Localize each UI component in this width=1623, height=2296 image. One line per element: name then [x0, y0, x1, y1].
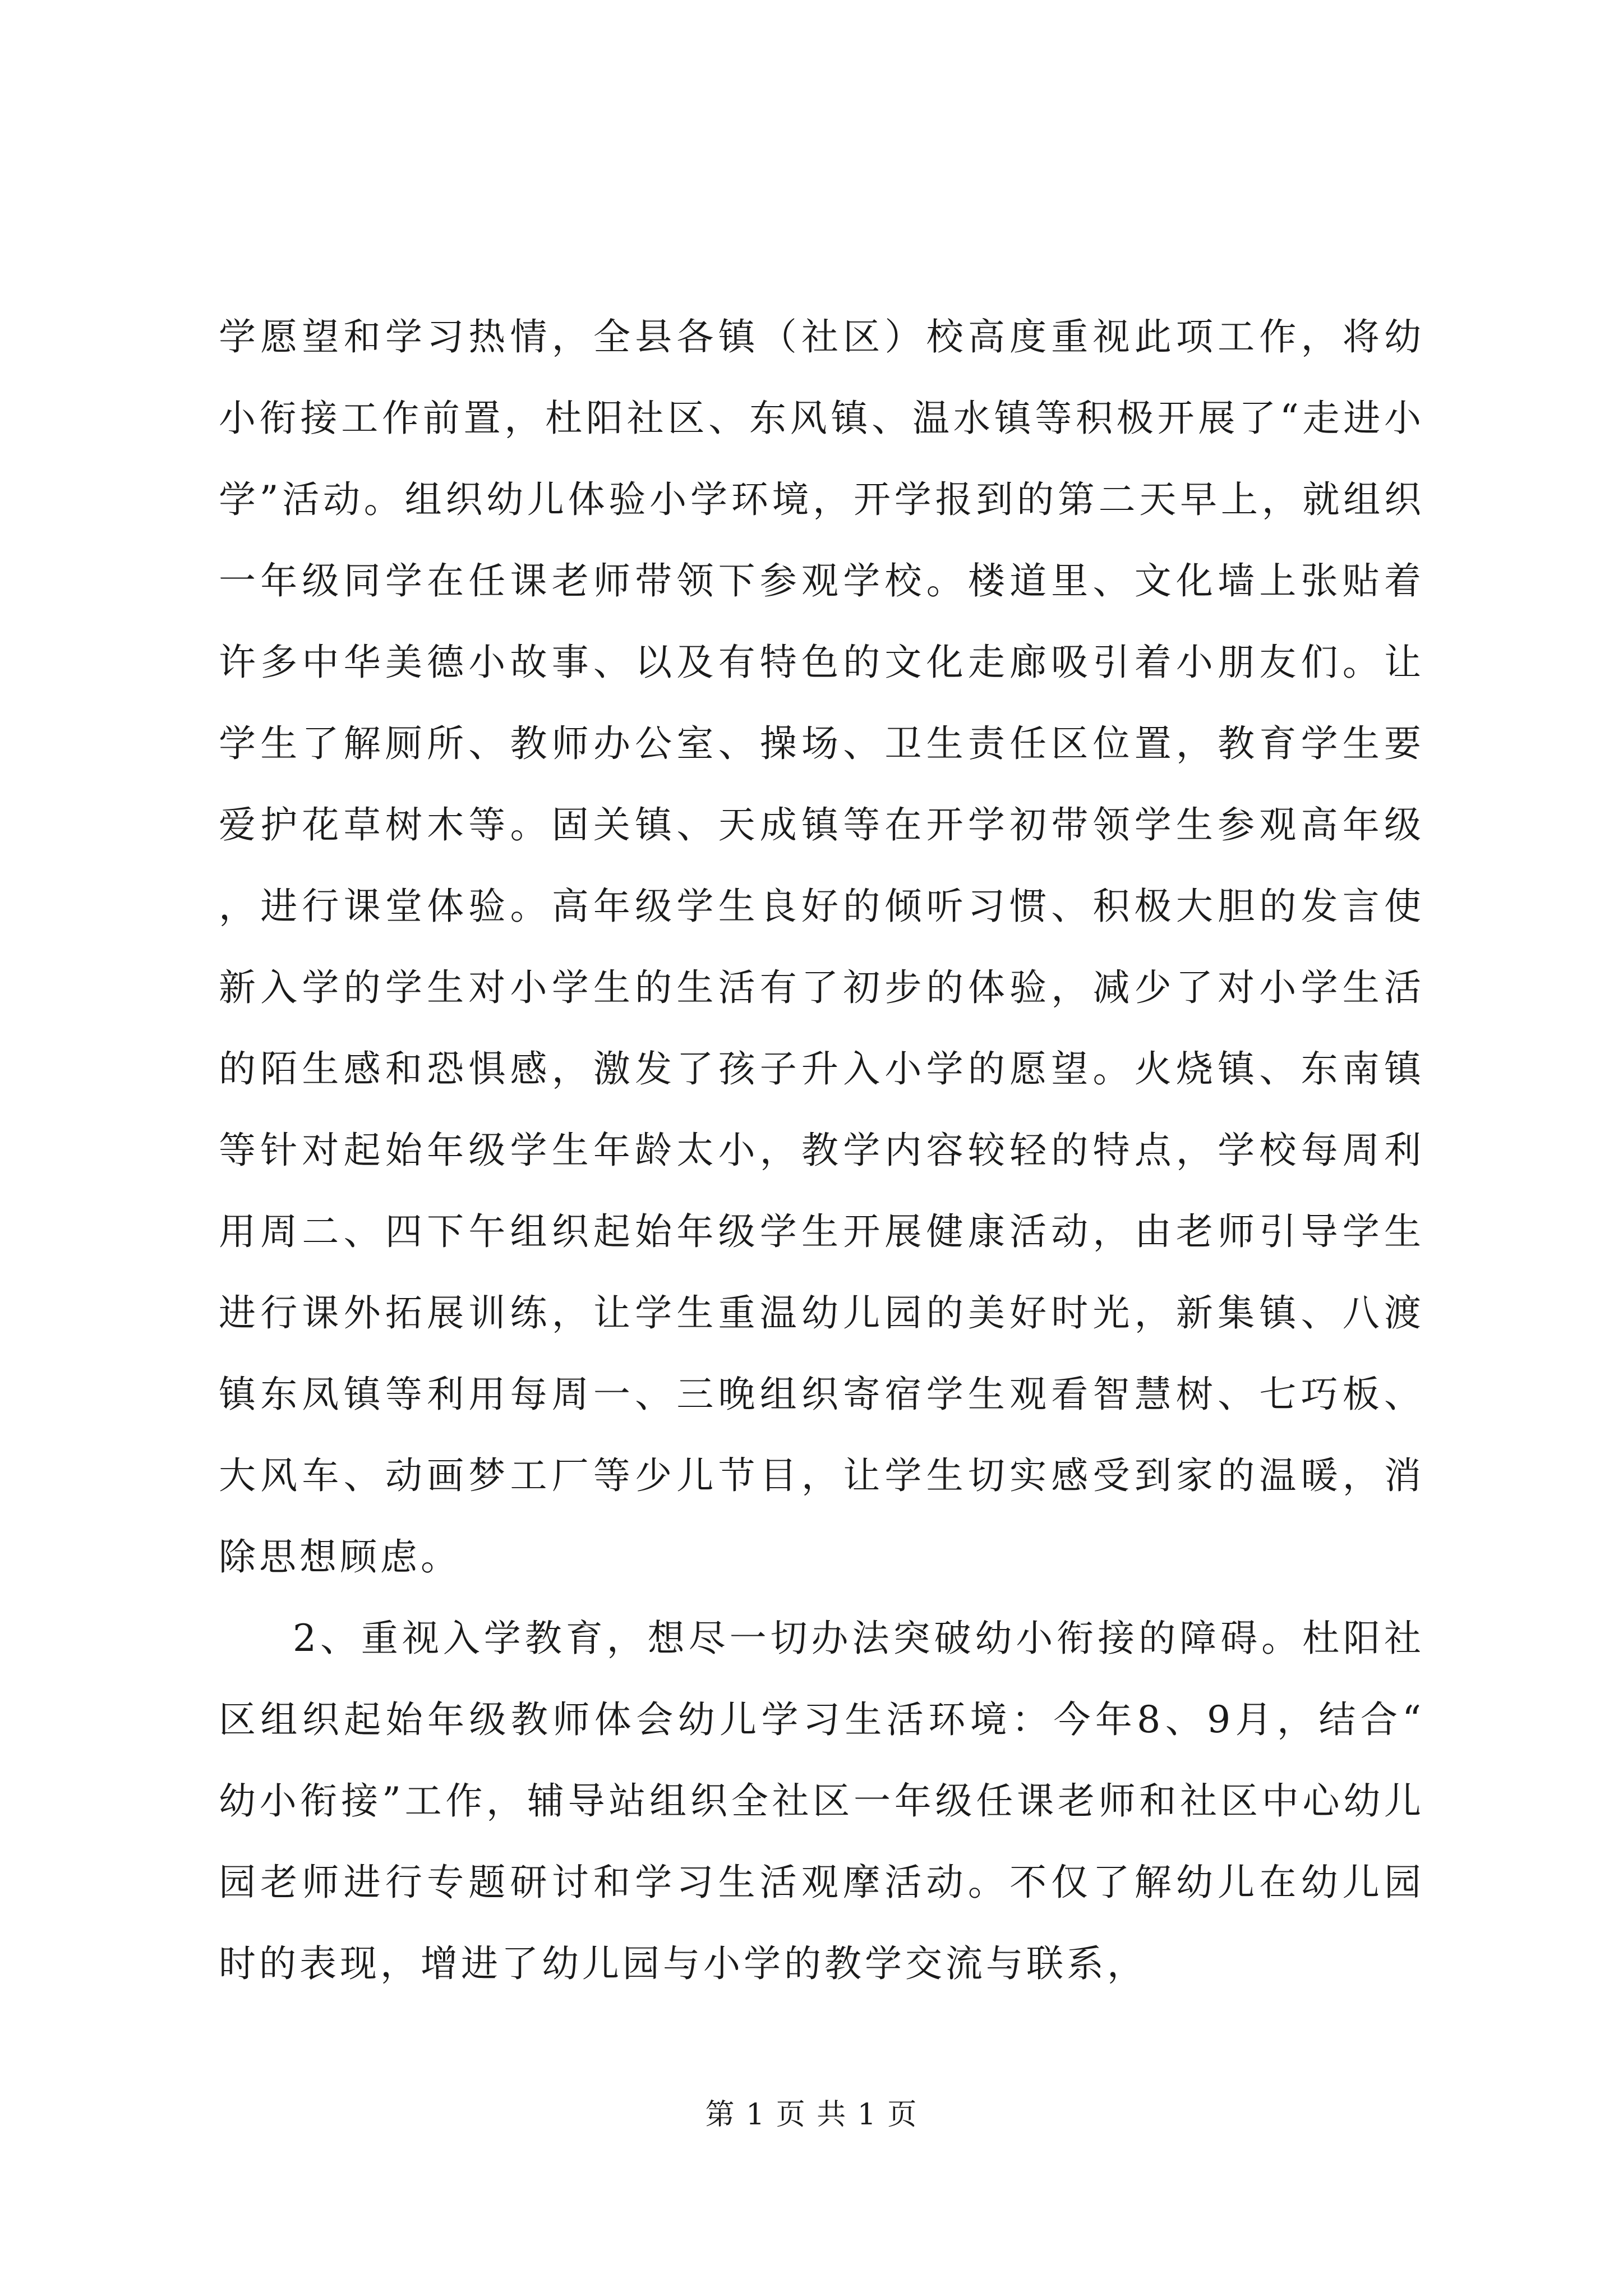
document-body	[219, 296, 1424, 2004]
page-footer: 第 1 页 共 1 页	[705, 2098, 918, 2132]
paragraph-item-2: 2、重视入学教育，想尽一切办法突破幼小衔接的障碍。杜阳社区组织起始年级教师体会幼儿学习生活环境：今年8、9月，结合“幼小衔接”工作，辅导站组织全社区一年级任课老师和社区中心幼儿园老师进行专题研讨和学习生活观摩活动。不仅了解幼儿在幼儿园时的表现，增进了幼儿园与小学的教学交流与联系，	[219, 1617, 1424, 1985]
paragraph-continuation: 学愿望和学习热情，全县各镇（社区）校高度重视此项工作，将幼小衔接工作前置，杜阳社区、东风镇、温水镇等积极开展了“走进小学”活动。组织幼儿体验小学环境，开学报到的第二天早上，就组织一年级同学在任课老师带领下参观学校。楼道里、文化墙上张贴着许多中华美德小故事、以及有特色的文化走廊吸引着小朋友们。让学生了解厕所、教师办公室、操场、卫生责任区位置，教育学生要爱护花草树木等。固关镇、天成镇等在开学初带领学生参观高年级，进行课堂体验。高年级学生良好的倾听习惯、积极大胆的发言使新入学的学生对小学生的生活有了初步的体验，减少了对小学生活的陌生感和恐惧感，激发了孩子升入小学的愿望。火烧镇、东南镇等针对起始年级学生年龄太小，教学内容较轻的特点，学校每周利用周二、四下午组织起始年级学生开展健康活动，由老师引导学生进行课外拓展训练，让学生重温幼儿园的美好时光，新集镇、八渡镇东凤镇等利用每周一、三晚组织寄宿学生观看智慧树、七巧板、大风车、动画梦工厂等少儿节目，让学生切实感受到家的温暖，消除思想顾虑。	[219, 315, 1424, 1579]
